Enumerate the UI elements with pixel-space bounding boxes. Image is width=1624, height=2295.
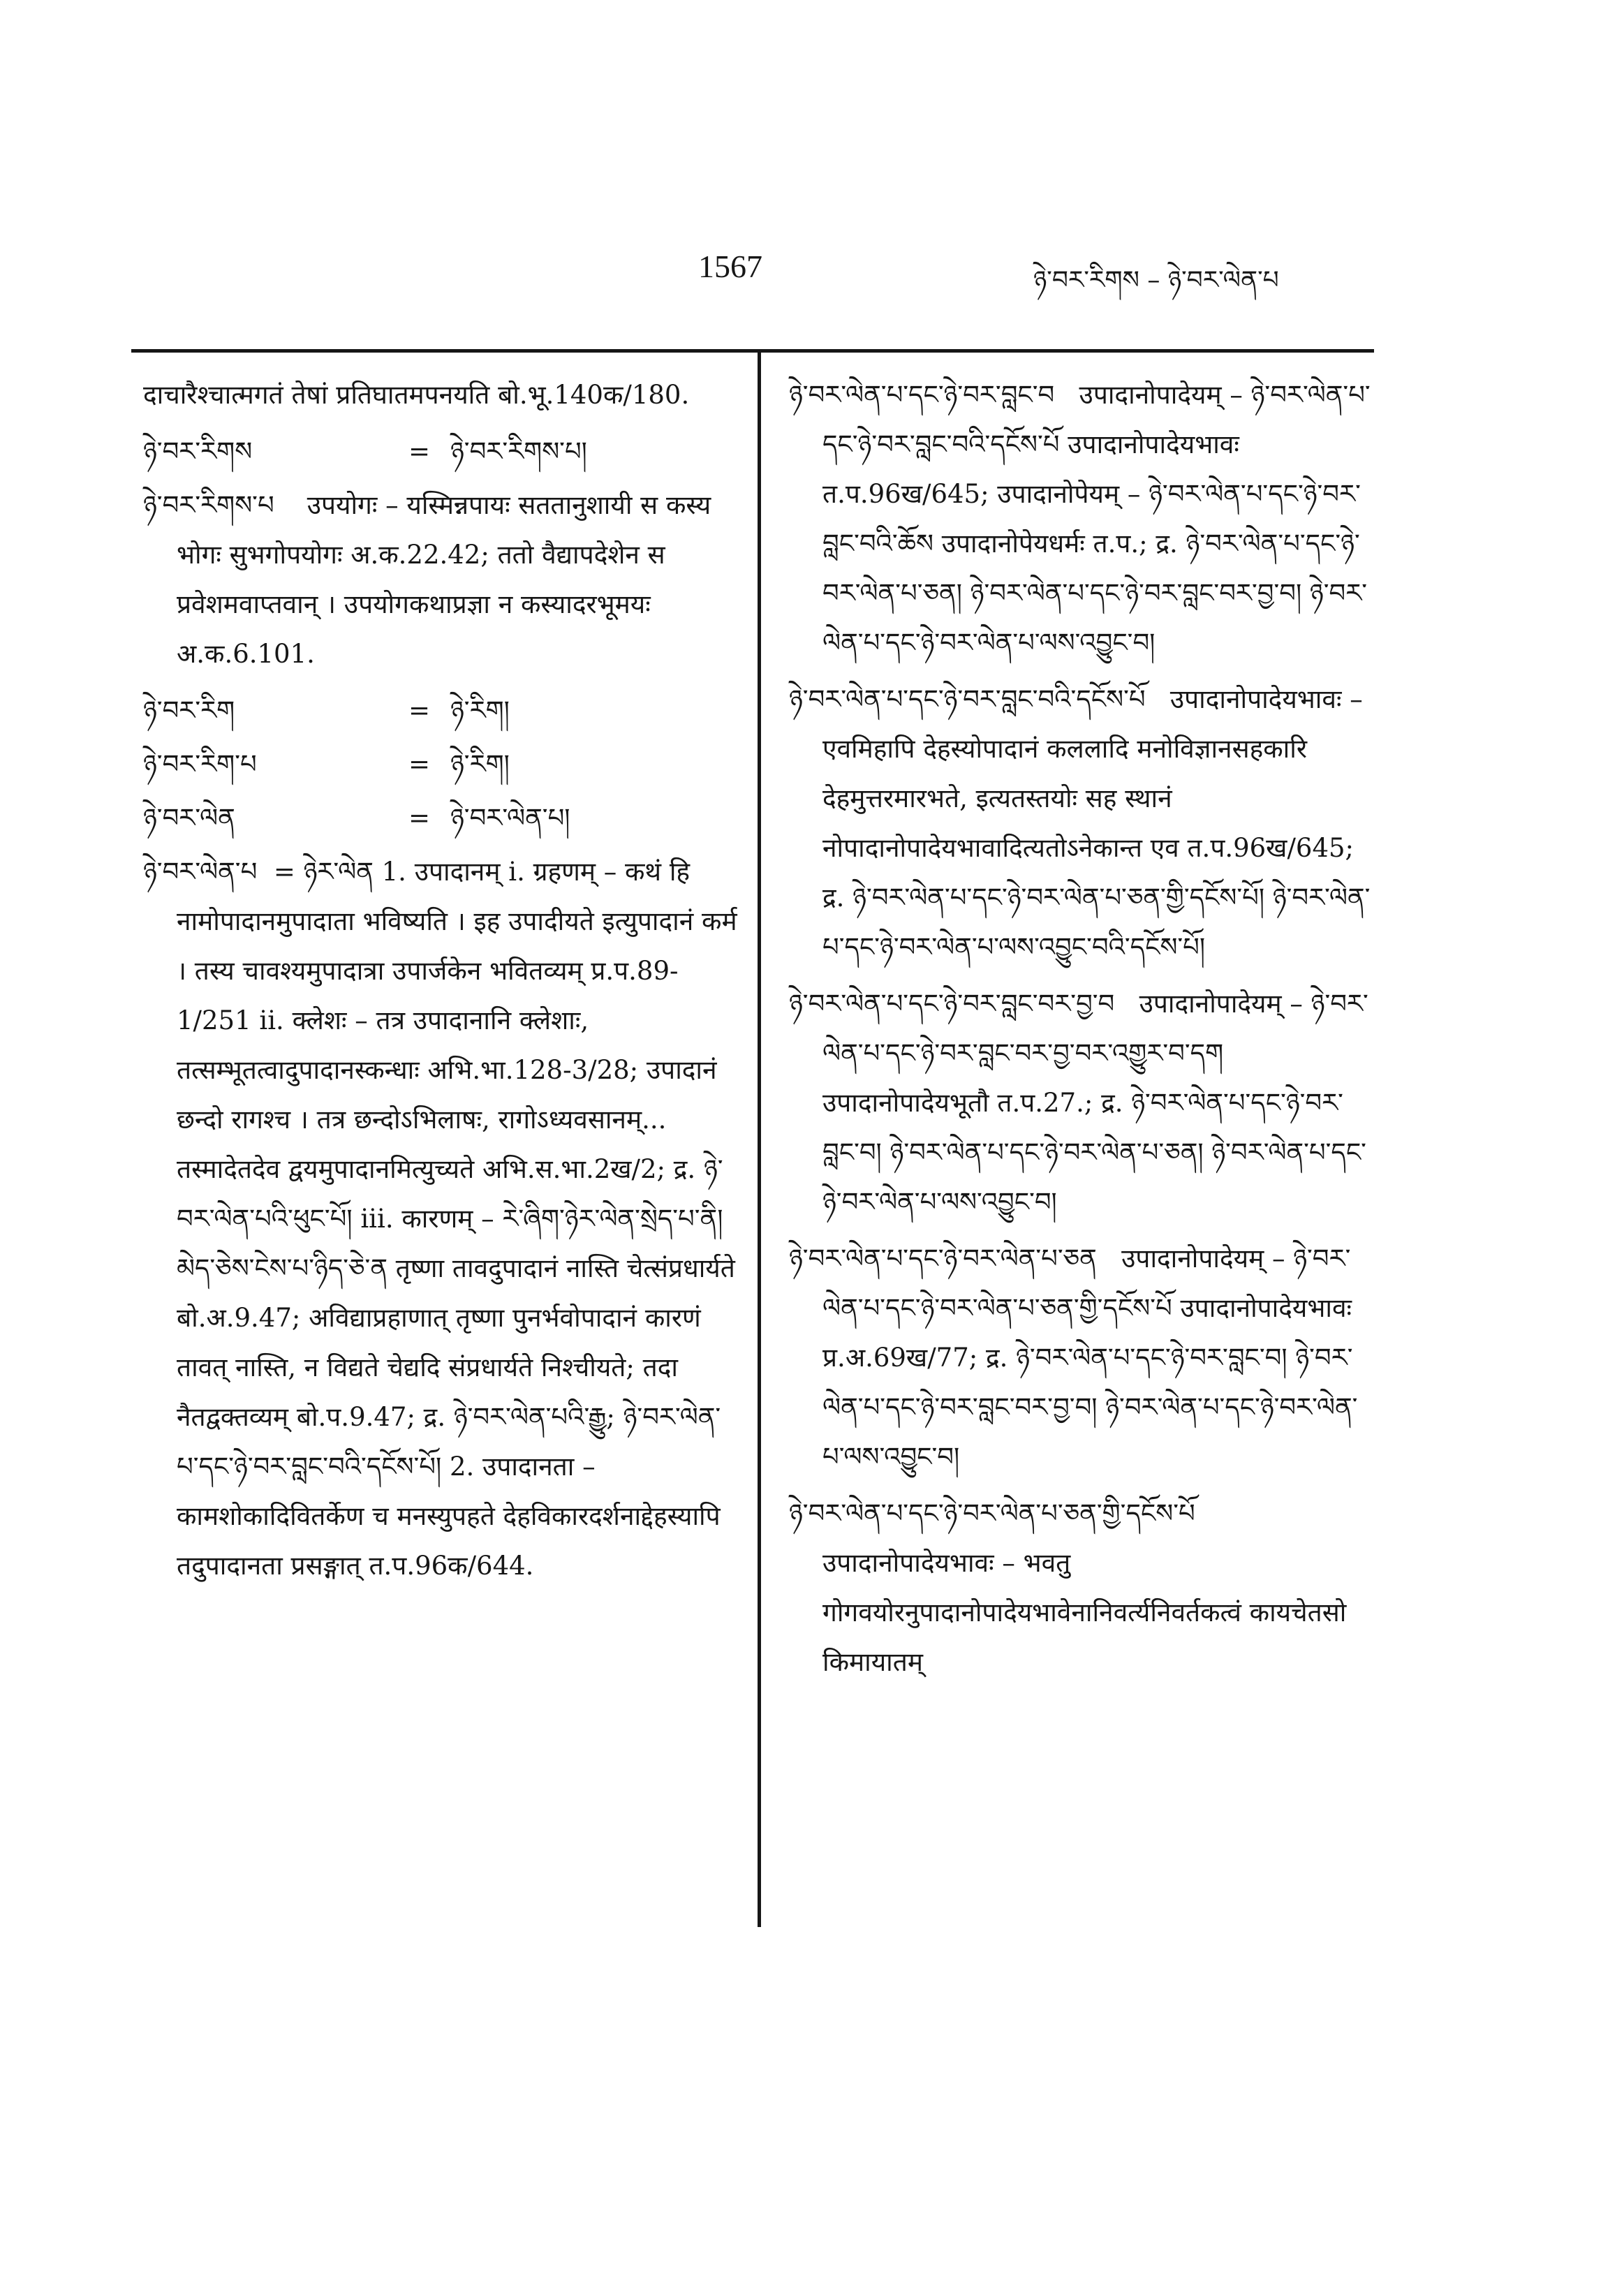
entry-body: उपादानोपादेयम् – ཉེ་བར་ལེན་པ་དང་ཉེ་བར་བླང་བར་བྱ་བར་འགྱུར་བ་དག उपादानोपादेयभूतौ त.प.27.; द्र. ཉེ་བར་ལེན་པ་དང་ཉེ་བར་བླང་བ། ཉེ་བར་ལེན་པ་དང་ཉེ་བར་ལེན་པ་ཅན། ཉེ་བར་ལེན་པ་དང་ཉེ་བར་ལེན་པ་ལས་འབྱུང་བ། — [822, 989, 1368, 1217]
dictionary-entry — [143, 847, 740, 1591]
xref-target: ཉེ་བར་རིགས་པ། — [450, 436, 587, 466]
entry-headword: ཉེ་བར་ལེན་པ — [143, 857, 258, 887]
page-number: 1567 — [698, 249, 762, 284]
entry-headword: ཉེ་བར་ལེན་པ་དང་ཉེ་བར་ལེན་པ་ཅན་གྱི་དངོས་པོ — [789, 1498, 1195, 1528]
entry-headword: ཉེ་བར་ལེན་པ་དང་ཉེ་བར་བླང་བའི་དངོས་པོ — [789, 684, 1146, 714]
dictionary-entry — [789, 979, 1375, 1227]
entry-headword: ཉེ་བར་རིགས་པ — [143, 490, 274, 520]
xref-headword: ཉེ་བར་རིག་པ — [143, 749, 257, 779]
entry-body: उपादानोपादेयम् – ཉེ་བར་ལེན་པ་དང་ཉེ་བར་ལེན་པ་ཅན་གྱི་དངོས་པོ उपादानोपादेयभावः प्र.अ.69ख/77; द्र. ཉེ་བར་ལེན་པ་དང་ཉེ་བར་བླང་བ། ཉེ་བར་ལེན་པ་དང་ཉེ་བར་བླང་བར་བྱ་བ། ཉེ་བར་ལེན་པ་དང་ཉེ་བར་ལེན་པ་ལས་འབྱུང་བ། — [822, 1244, 1358, 1472]
xref-headword: ཉེ་བར་རིག — [143, 695, 235, 725]
xref-equals: = — [408, 695, 431, 725]
xref-target: ཉེ་རིག། — [450, 749, 510, 779]
xref-equals: = — [408, 436, 431, 466]
dictionary-entry — [789, 1489, 1375, 1687]
top-rule — [131, 349, 1374, 353]
xref-entry — [143, 739, 740, 789]
xref-entry — [143, 686, 740, 735]
entry-body: उपादानोपादेयभावः – एवमिहापि देहस्योपादानं कललादि मनोविज्ञानसहकारि देहमुत्तरमारभते, इत्यतस्तयोः सह स्थानं नोपादानोपादेयभावादित्यतोऽनेकान्त एव त.प.96ख/645; द्र. ཉེ་བར་ལེན་པ་དང་ཉེ་བར་ལེན་པ་ཅན་གྱི་དངོས་པོ། ཉེ་བར་ལེན་པ་དང་ཉེ་བར་ལེན་པ་ལས་འབྱུང་བའི་དངོས་པོ། — [822, 684, 1371, 962]
entry-body: उपादानोपादेयभावः – भवतु गोगवयोरनुपादानोपादेयभावेनानिवर्त्यनिवर्तकत्वं कायचेतसो किमायातम् — [822, 1548, 1347, 1677]
xref-equals: = — [408, 749, 431, 779]
dictionary-entry — [789, 370, 1375, 667]
dictionary-entry — [789, 674, 1375, 972]
entry-body: उपयोगः – यस्मिन्नपायः सततानुशायी स कस्य भोगः सुभगोपयोगः अ.क.22.42; ततो वैद्यापदेशेन स प्रवेशमवाप्तवान् । उपयोगकथाप्रज्ञा न कस्यादरभूमयः अ.क.6.101. — [177, 490, 711, 669]
dictionary-entry — [789, 1234, 1375, 1482]
xref-headword: ཉེ་བར་རིགས — [143, 436, 253, 466]
right-column — [789, 370, 1375, 1694]
dictionary-entry — [143, 480, 740, 679]
xref-headword: ཉེ་བར་ལེན — [143, 803, 235, 833]
xref-target: ཉེ་བར་ལེན་པ། — [450, 803, 570, 833]
continuation-text: दाचारैश्चात्मगतं तेषां प्रतिघातमपनयति बो.भू.140क/180. — [143, 380, 690, 410]
xref-equals: = — [408, 803, 431, 833]
column-rule — [758, 353, 761, 1927]
entry-body: = ཉེར་ལེན 1. उपादानम् i. ग्रहणम् – कथं हि नामोपादानमुपादाता भविष्यति । इह उपादीयते इत्युपादानं कर्म । तस्य चावश्यमुपादात्रा उपार्जकेन भवितव्यम् प्र.प.89-1/251 ii. क्लेशः – तत्र उपादानानि क्लेशाः, तत्सम्भूतत्वादुपादानस्कन्धाः अभि.भा.128-3/28; उपादानं छन्दो रागश्च । तत्र छन्दोऽभिलाषः, रागोऽध्यवसानम्... तस्मादेतदेव द्वयमुपादानमित्युच्यते अभि.स.भा.2ख/2; द्र. ཉེ་བར་ལེན་པའི་ཕུང་པོ། iii. कारणम् – རེ་ཞིག་ཉེར་ལེན་སྲེད་པ་ནི། མེད་ཅེས་ངེས་པ་ཉིད་ཅེ་ན तृष्णा तावदुपादानं नास्ति चेत्संप्रधार्यते बो.अ.9.47; अविद्याप्रहाणात् तृष्णा पुनर्भवोपादानं कारणं तावत् नास्ति, न विद्यते चेद्यदि संप्रधार्यते निश्चीयते; तदा नैतद्वक्तव्यम् बो.प.9.47; द्र. ཉེ་བར་ལེན་པའི་རྒྱུ; ཉེ་བར་ལེན་པ་དང་ཉེ་བར་བླང་བའི་དངོས་པོ། 2. उपादानता – कामशोकादिवितर्केण च मनस्युपहते देहविकारदर्शनाद्देहस्यापि तदुपादानता प्रसङ्गात् त.प.96क/644. — [177, 857, 737, 1581]
running-head: ཉེ་བར་རིགས – ཉེ་བར་ལེན་པ — [1033, 266, 1279, 295]
xref-entry — [143, 793, 740, 843]
entry-body: उपादानोपादेयम् – ཉེ་བར་ལེན་པ་དང་ཉེ་བར་བླང་བའི་དངོས་པོ उपादानोपादेयभावः त.प.96ख/645; उपादानोपेयम् – ཉེ་བར་ལེན་པ་དང་ཉེ་བར་བླང་བའི་ཆོས उपादानोपेयधर्मः त.प.; द्र. ཉེ་བར་ལེན་པ་དང་ཉེ་བར་ལེན་པ་ཅན། ཉེ་བར་ལེན་པ་དང་ཉེ་བར་བླང་བར་བྱ་བ། ཉེ་བར་ལེན་པ་དང་ཉེ་བར་ལེན་པ་ལས་འབྱུང་བ། — [822, 380, 1371, 658]
xref-entry — [143, 427, 740, 476]
xref-target: ཉེ་རིག། — [450, 695, 510, 725]
entry-headword: ཉེ་བར་ལེན་པ་དང་ཉེ་བར་བླང་བ — [789, 380, 1055, 410]
entry-headword: ཉེ་བར་ལེན་པ་དང་ཉེ་བར་བླང་བར་བྱ་བ — [789, 989, 1115, 1019]
entry-headword: ཉེ་བར་ལེན་པ་དང་ཉེ་བར་ལེན་པ་ཅན — [789, 1244, 1097, 1274]
left-column — [143, 370, 740, 1597]
